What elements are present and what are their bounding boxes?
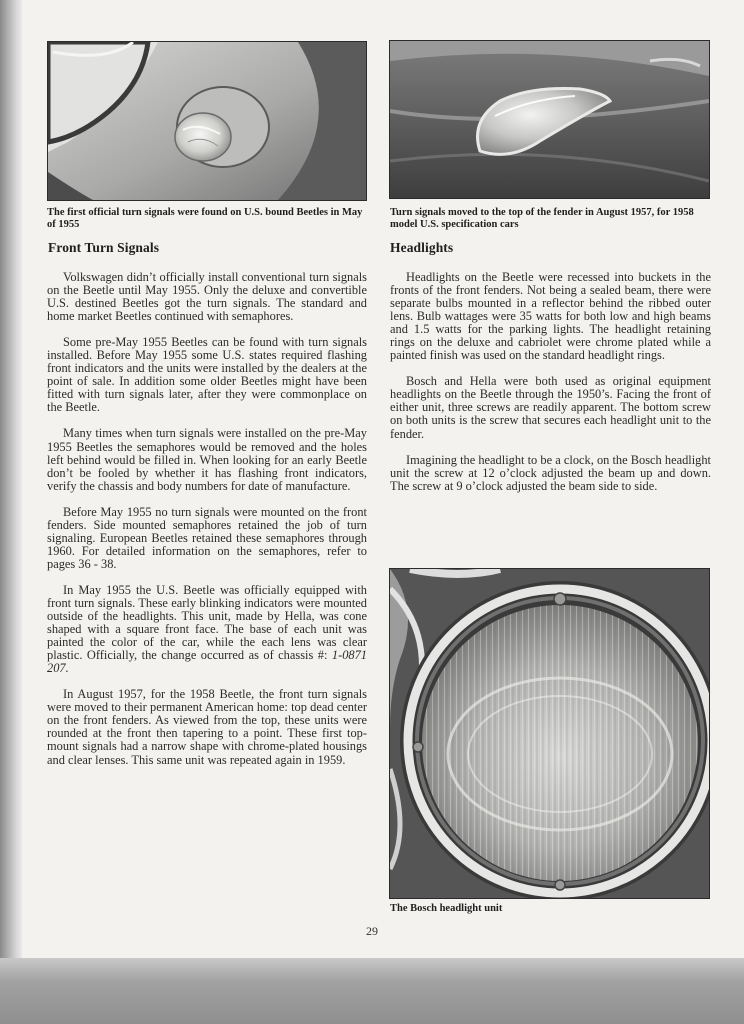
paragraph: In August 1957, for the 1958 Beetle, the front turn signals were moved to their permanent American home: top dead center on the front fenders. As viewed from the top, these units were rounded at the front then tapering to a point. These first top-mount signals had a narrow shape with chrome-plated housings and clear lenses. This same unit was repeated again in 1959. — [47, 687, 367, 767]
headlights-heading: Headlights — [390, 240, 454, 255]
photo-bosch-headlight — [389, 568, 710, 899]
photo-top-mount-turn-signal — [389, 40, 710, 199]
paragraph: Imagining the headlight to be a clock, on the Bosch headlight unit the screw at 12 o’clock adjusted the beam up and down. The screw at 9 o’clock adjusted the beam side to side. — [390, 452, 711, 493]
right-photo-caption: Turn signals moved to the top of the fender in August 1957, for 1958 model U.S. specification cars — [390, 207, 694, 230]
front-turn-signals-heading: Front Turn Signals — [48, 240, 160, 255]
paragraph — [47, 584, 367, 675]
paragraph: Some pre-May 1955 Beetles can be found with turn signals installed. Before May 1955 some U.S. states required flashing front indicators and the units were installed by the dealers at the point of sale. In addition some older Beetles might have been fitted with turn signals later, after they were commonplace on the Beetle. — [47, 335, 367, 415]
paragraph: Bosch and Hella were both used as original equipment headlights on the Beetle through the 1950’s. Facing the front of either unit, three screws are readily apparent. The bottom screw on both units is the screw that secures each headlight unit to the fender. — [390, 374, 711, 441]
left-column-text — [47, 271, 367, 780]
chassis-number: 1-0871 207. — [47, 648, 367, 676]
left-photo-caption: The first official turn signals were found on U.S. bound Beetles in May of 1955 — [47, 207, 363, 230]
headlight-photo-caption: The Bosch headlight unit — [390, 903, 503, 914]
paragraph: Before May 1955 no turn signals were mounted on the front fenders. Side mounted semaphores retained the job of turn signaling. European Beetles retained these semaphores through 1960. For detailed information on the semaphores, refer to pages 36 - 38. — [47, 504, 367, 571]
scanner-bed-edge — [0, 958, 744, 1024]
photo-early-turn-signal — [47, 41, 367, 201]
page-number: 29 — [366, 924, 378, 938]
book-spine-shadow — [0, 0, 22, 960]
may-1955-text: In May 1955 the U.S. Beetle was officially equipped with front turn signals. These early blinking indicators were mounted outside of the headlights. This unit, made by Hella, was cone shaped with a square front face. The base of each unit was painted the color of the car, while the each lens was clear plastic. Officially, the change occurred as of chassis #: — [47, 582, 367, 663]
paragraph: Volkswagen didn’t officially install conventional turn signals on the Beetle until May 1955. Only the deluxe and convertible U.S. destined Beetles got the turn signals. The standard and home market Beetles continued with semaphores. — [47, 270, 367, 324]
right-column-text — [390, 271, 711, 506]
paragraph: Headlights on the Beetle were recessed into buckets in the fronts of the front fenders. Not being a sealed beam, there were separate bulbs mounted in a reflector behind the ribbed outer lens. Bulb wattages were 35 watts for both low and high beams and 1.5 watts for the parking lights. The headlight retaining rings on the deluxe and cabriolet were chrome plated while a painted finish was used on the standard headlight rings. — [390, 270, 711, 363]
paragraph: Many times when turn signals were installed on the pre-May 1955 Beetles the semaphores would be removed and the holes left behind would be filled in. When looking for an early Beetle don’t be fooled by whether it has flashing front indicators, verify the chassis and body numbers for date of manufacture. — [47, 426, 367, 493]
